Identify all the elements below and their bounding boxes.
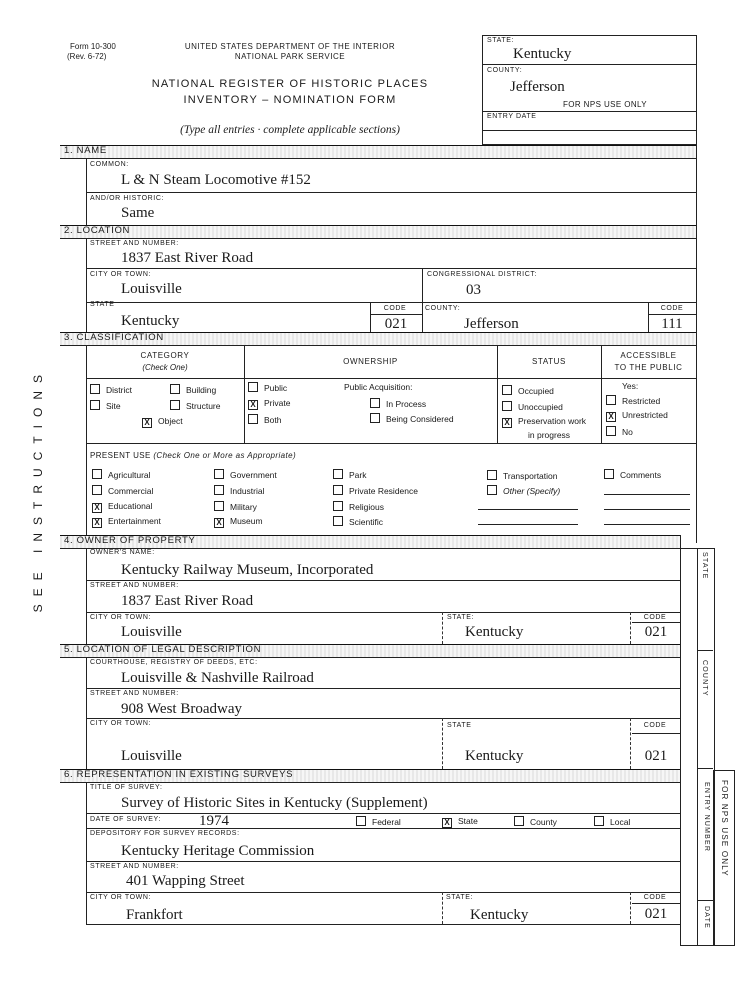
form-title: NATIONAL REGISTER OF HISTORIC PLACES	[151, 78, 429, 90]
present-use-label: PRESENT USE (Check One or More as Appropriate)	[90, 451, 297, 460]
checkbox[interactable]	[606, 426, 616, 436]
checkbox[interactable]	[356, 816, 366, 826]
survey-date: 1974	[199, 813, 229, 829]
category-head: CATEGORY	[140, 351, 190, 360]
checkbox[interactable]	[487, 485, 497, 495]
state-label: STATE:	[487, 37, 515, 44]
section-3-title: 3. CLASSIFICATION	[64, 332, 164, 343]
owner-state-label: STATE:	[447, 614, 475, 621]
use-industrial[interactable]: Industrial	[214, 485, 265, 496]
legal-street: 908 West Broadway	[121, 701, 242, 717]
owner-city-label: CITY OR TOWN:	[90, 614, 152, 621]
section-2-bar	[60, 225, 696, 239]
checked-box[interactable]: X	[442, 818, 452, 828]
access-head-2: TO THE PUBLIC	[614, 363, 683, 372]
checkbox[interactable]	[502, 401, 512, 411]
historic-label: AND/OR HISTORIC:	[90, 195, 165, 202]
loc-code-label: CODE	[383, 305, 407, 312]
section-5-title: 5. LOCATION OF LEGAL DESCRIPTION	[64, 644, 262, 655]
legal-code-label: CODE	[643, 722, 667, 729]
ownership-public[interactable]: Public	[248, 382, 287, 393]
use-commercial[interactable]: Commercial	[92, 485, 153, 496]
checkbox[interactable]	[514, 816, 524, 826]
form-number: Form 10-300	[70, 42, 116, 51]
checked-box[interactable]: X	[606, 412, 616, 422]
use-museum[interactable]: X Museum	[214, 516, 263, 528]
survey-street-label: STREET AND NUMBER:	[90, 863, 179, 870]
checkbox[interactable]	[594, 816, 604, 826]
margin-county: COUNTY	[701, 660, 708, 697]
owner-code: 021	[644, 624, 668, 640]
survey-code-label: CODE	[643, 894, 667, 901]
section-4-title: 4. OWNER OF PROPERTY	[64, 535, 196, 546]
category-site[interactable]: Site	[90, 400, 121, 411]
survey-date-label: DATE OF SURVEY:	[90, 816, 161, 823]
survey-title: Survey of Historic Sites in Kentucky (Supplement)	[121, 795, 428, 811]
ownership-private[interactable]: X Private	[248, 398, 290, 410]
checkbox[interactable]	[90, 400, 100, 410]
legal-code: 021	[644, 748, 668, 764]
use-transportation[interactable]: Transportation	[487, 470, 558, 481]
checkbox[interactable]	[92, 485, 102, 495]
checkbox[interactable]	[606, 395, 616, 405]
see-instructions: SEE INSTRUCTIONS	[31, 367, 45, 613]
checkbox[interactable]	[333, 516, 343, 526]
access-unrestricted[interactable]: X Unrestricted	[606, 410, 668, 422]
public-acquisition-label: Public Acquisition:	[344, 382, 413, 392]
use-park[interactable]: Park	[333, 469, 366, 480]
checkbox[interactable]	[333, 485, 343, 495]
category-object[interactable]: X Object	[142, 416, 183, 428]
status-in-progress: in progress	[528, 430, 571, 440]
checkbox[interactable]	[170, 400, 180, 410]
level-state[interactable]: X State	[442, 816, 478, 828]
district: 03	[466, 282, 481, 298]
category-district[interactable]: District	[90, 384, 132, 395]
use-agricultural[interactable]: Agricultural	[92, 469, 151, 480]
acq-in-process[interactable]: In Process	[370, 398, 426, 409]
access-no[interactable]: No	[606, 426, 633, 437]
entry-date-label: ENTRY DATE	[487, 113, 537, 120]
depository: Kentucky Heritage Commission	[121, 843, 315, 859]
use-religious[interactable]: Religious	[333, 501, 384, 512]
form-revision: (Rev. 6-72)	[67, 52, 107, 61]
loc-street: 1837 East River Road	[121, 250, 254, 266]
status-occupied[interactable]: Occupied	[502, 385, 554, 396]
loc-county-label: COUNTY:	[425, 305, 461, 312]
access-yes-label: Yes:	[622, 381, 639, 391]
checked-box[interactable]: X	[214, 518, 224, 528]
level-federal[interactable]: Federal	[356, 816, 401, 827]
legal-state: Kentucky	[465, 748, 524, 764]
category-sub: (Check One)	[142, 363, 188, 372]
depository-label: DEPOSITORY FOR SURVEY RECORDS:	[90, 830, 240, 837]
department: UNITED STATES DEPARTMENT OF THE INTERIOR	[184, 42, 396, 51]
section-1-title: 1. NAME	[64, 145, 107, 156]
checkbox[interactable]	[170, 384, 180, 394]
loc-state-label: STATE	[90, 301, 115, 308]
service: NATIONAL PARK SERVICE	[234, 52, 346, 61]
status-unoccupied[interactable]: Unoccupied	[502, 401, 563, 412]
owner-street-label: STREET AND NUMBER:	[90, 582, 179, 589]
survey-code: 021	[644, 906, 668, 922]
common-label: COMMON:	[90, 161, 129, 168]
level-local[interactable]: Local	[594, 816, 630, 827]
margin-nps-only: FOR NPS USE ONLY	[720, 780, 729, 877]
checkbox[interactable]	[370, 398, 380, 408]
header-county: Jefferson	[510, 79, 565, 95]
historic-name: Same	[121, 205, 155, 221]
use-scientific[interactable]: Scientific	[333, 516, 383, 527]
margin-date: DATE	[703, 906, 710, 929]
ownership-head: OWNERSHIP	[343, 357, 398, 366]
ownership-both[interactable]: Both	[248, 414, 282, 425]
use-private-residence[interactable]: Private Residence	[333, 485, 418, 496]
checked-box[interactable]: X	[502, 418, 512, 428]
owner-name: Kentucky Railway Museum, Incorporated	[121, 562, 374, 578]
checked-box[interactable]: X	[92, 518, 102, 528]
nps-use-only: FOR NPS USE ONLY	[562, 100, 648, 109]
use-entertainment[interactable]: X Entertainment	[92, 516, 161, 528]
owner-name-label: OWNER'S NAME:	[90, 549, 155, 556]
checkbox[interactable]	[370, 413, 380, 423]
status-preservation[interactable]: X Preservation work	[502, 416, 586, 428]
acq-being-considered[interactable]: Being Considered	[370, 413, 454, 424]
common-name: L & N Steam Locomotive #152	[121, 172, 311, 188]
access-restricted[interactable]: Restricted	[606, 395, 660, 406]
use-government[interactable]: Government	[214, 469, 277, 480]
owner-state: Kentucky	[465, 624, 524, 640]
header-state: Kentucky	[513, 46, 572, 62]
loc-city-label: CITY OR TOWN:	[90, 271, 152, 278]
form-subtitle: INVENTORY – NOMINATION FORM	[183, 94, 397, 106]
survey-city-label: CITY OR TOWN:	[90, 894, 152, 901]
owner-city: Louisville	[121, 624, 182, 640]
legal-city: Louisville	[121, 748, 182, 764]
legal-city-label: CITY OR TOWN:	[90, 720, 152, 727]
margin-entry-number: ENTRY NUMBER	[703, 782, 710, 853]
courthouse: Louisville & Nashville Railroad	[121, 670, 314, 686]
loc-county: Jefferson	[464, 316, 519, 332]
survey-state: Kentucky	[470, 907, 529, 923]
checkbox[interactable]	[90, 384, 100, 394]
loc-code: 021	[384, 316, 408, 332]
county-label: COUNTY:	[487, 67, 523, 74]
level-county[interactable]: County	[514, 816, 557, 827]
loc-state: Kentucky	[121, 313, 180, 329]
section-6-title: 6. REPRESENTATION IN EXISTING SURVEYS	[64, 769, 294, 780]
checked-box[interactable]: X	[92, 503, 102, 513]
checked-box[interactable]: X	[248, 400, 258, 410]
survey-city: Frankfort	[126, 907, 183, 923]
courthouse-label: COURTHOUSE, REGISTRY OF DEEDS, ETC:	[90, 659, 258, 666]
district-label: CONGRESSIONAL DISTRICT:	[427, 271, 537, 278]
loc-code2: 111	[661, 316, 683, 332]
survey-street: 401 Wapping Street	[126, 873, 245, 889]
owner-code-label: CODE	[643, 614, 667, 621]
survey-title-label: TITLE OF SURVEY:	[90, 784, 163, 791]
loc-city: Louisville	[121, 281, 182, 297]
checkbox[interactable]	[214, 485, 224, 495]
section-1-bar	[60, 145, 696, 159]
margin-state: STATE	[701, 552, 708, 580]
use-comments[interactable]: Comments	[604, 469, 661, 480]
loc-street-label: STREET AND NUMBER:	[90, 240, 179, 247]
checkbox[interactable]	[487, 470, 497, 480]
loc-code2-label: CODE	[660, 305, 684, 312]
checkbox[interactable]	[604, 469, 614, 479]
checked-box[interactable]: X	[142, 418, 152, 428]
section-2-title: 2. LOCATION	[64, 225, 131, 236]
use-military[interactable]: Military	[214, 501, 257, 512]
checkbox[interactable]	[333, 501, 343, 511]
checkbox[interactable]	[333, 469, 343, 479]
legal-street-label: STREET AND NUMBER:	[90, 690, 179, 697]
checkbox[interactable]	[248, 382, 258, 392]
category-structure[interactable]: Structure	[170, 400, 221, 411]
category-building[interactable]: Building	[170, 384, 216, 395]
owner-street: 1837 East River Road	[121, 593, 254, 609]
use-educational[interactable]: X Educational	[92, 501, 152, 513]
access-head-1: ACCESSIBLE	[620, 351, 677, 360]
type-instructions: (Type all entries · complete applicable sections)	[180, 124, 400, 136]
status-head: STATUS	[532, 357, 566, 366]
checkbox[interactable]	[214, 469, 224, 479]
legal-state-label: STATE	[447, 722, 472, 729]
checkbox[interactable]	[502, 385, 512, 395]
checkbox[interactable]	[248, 414, 258, 424]
checkbox[interactable]	[214, 501, 224, 511]
use-other[interactable]: Other (Specify)	[487, 485, 560, 496]
survey-state-label: STATE:	[446, 894, 474, 901]
checkbox[interactable]	[92, 469, 102, 479]
